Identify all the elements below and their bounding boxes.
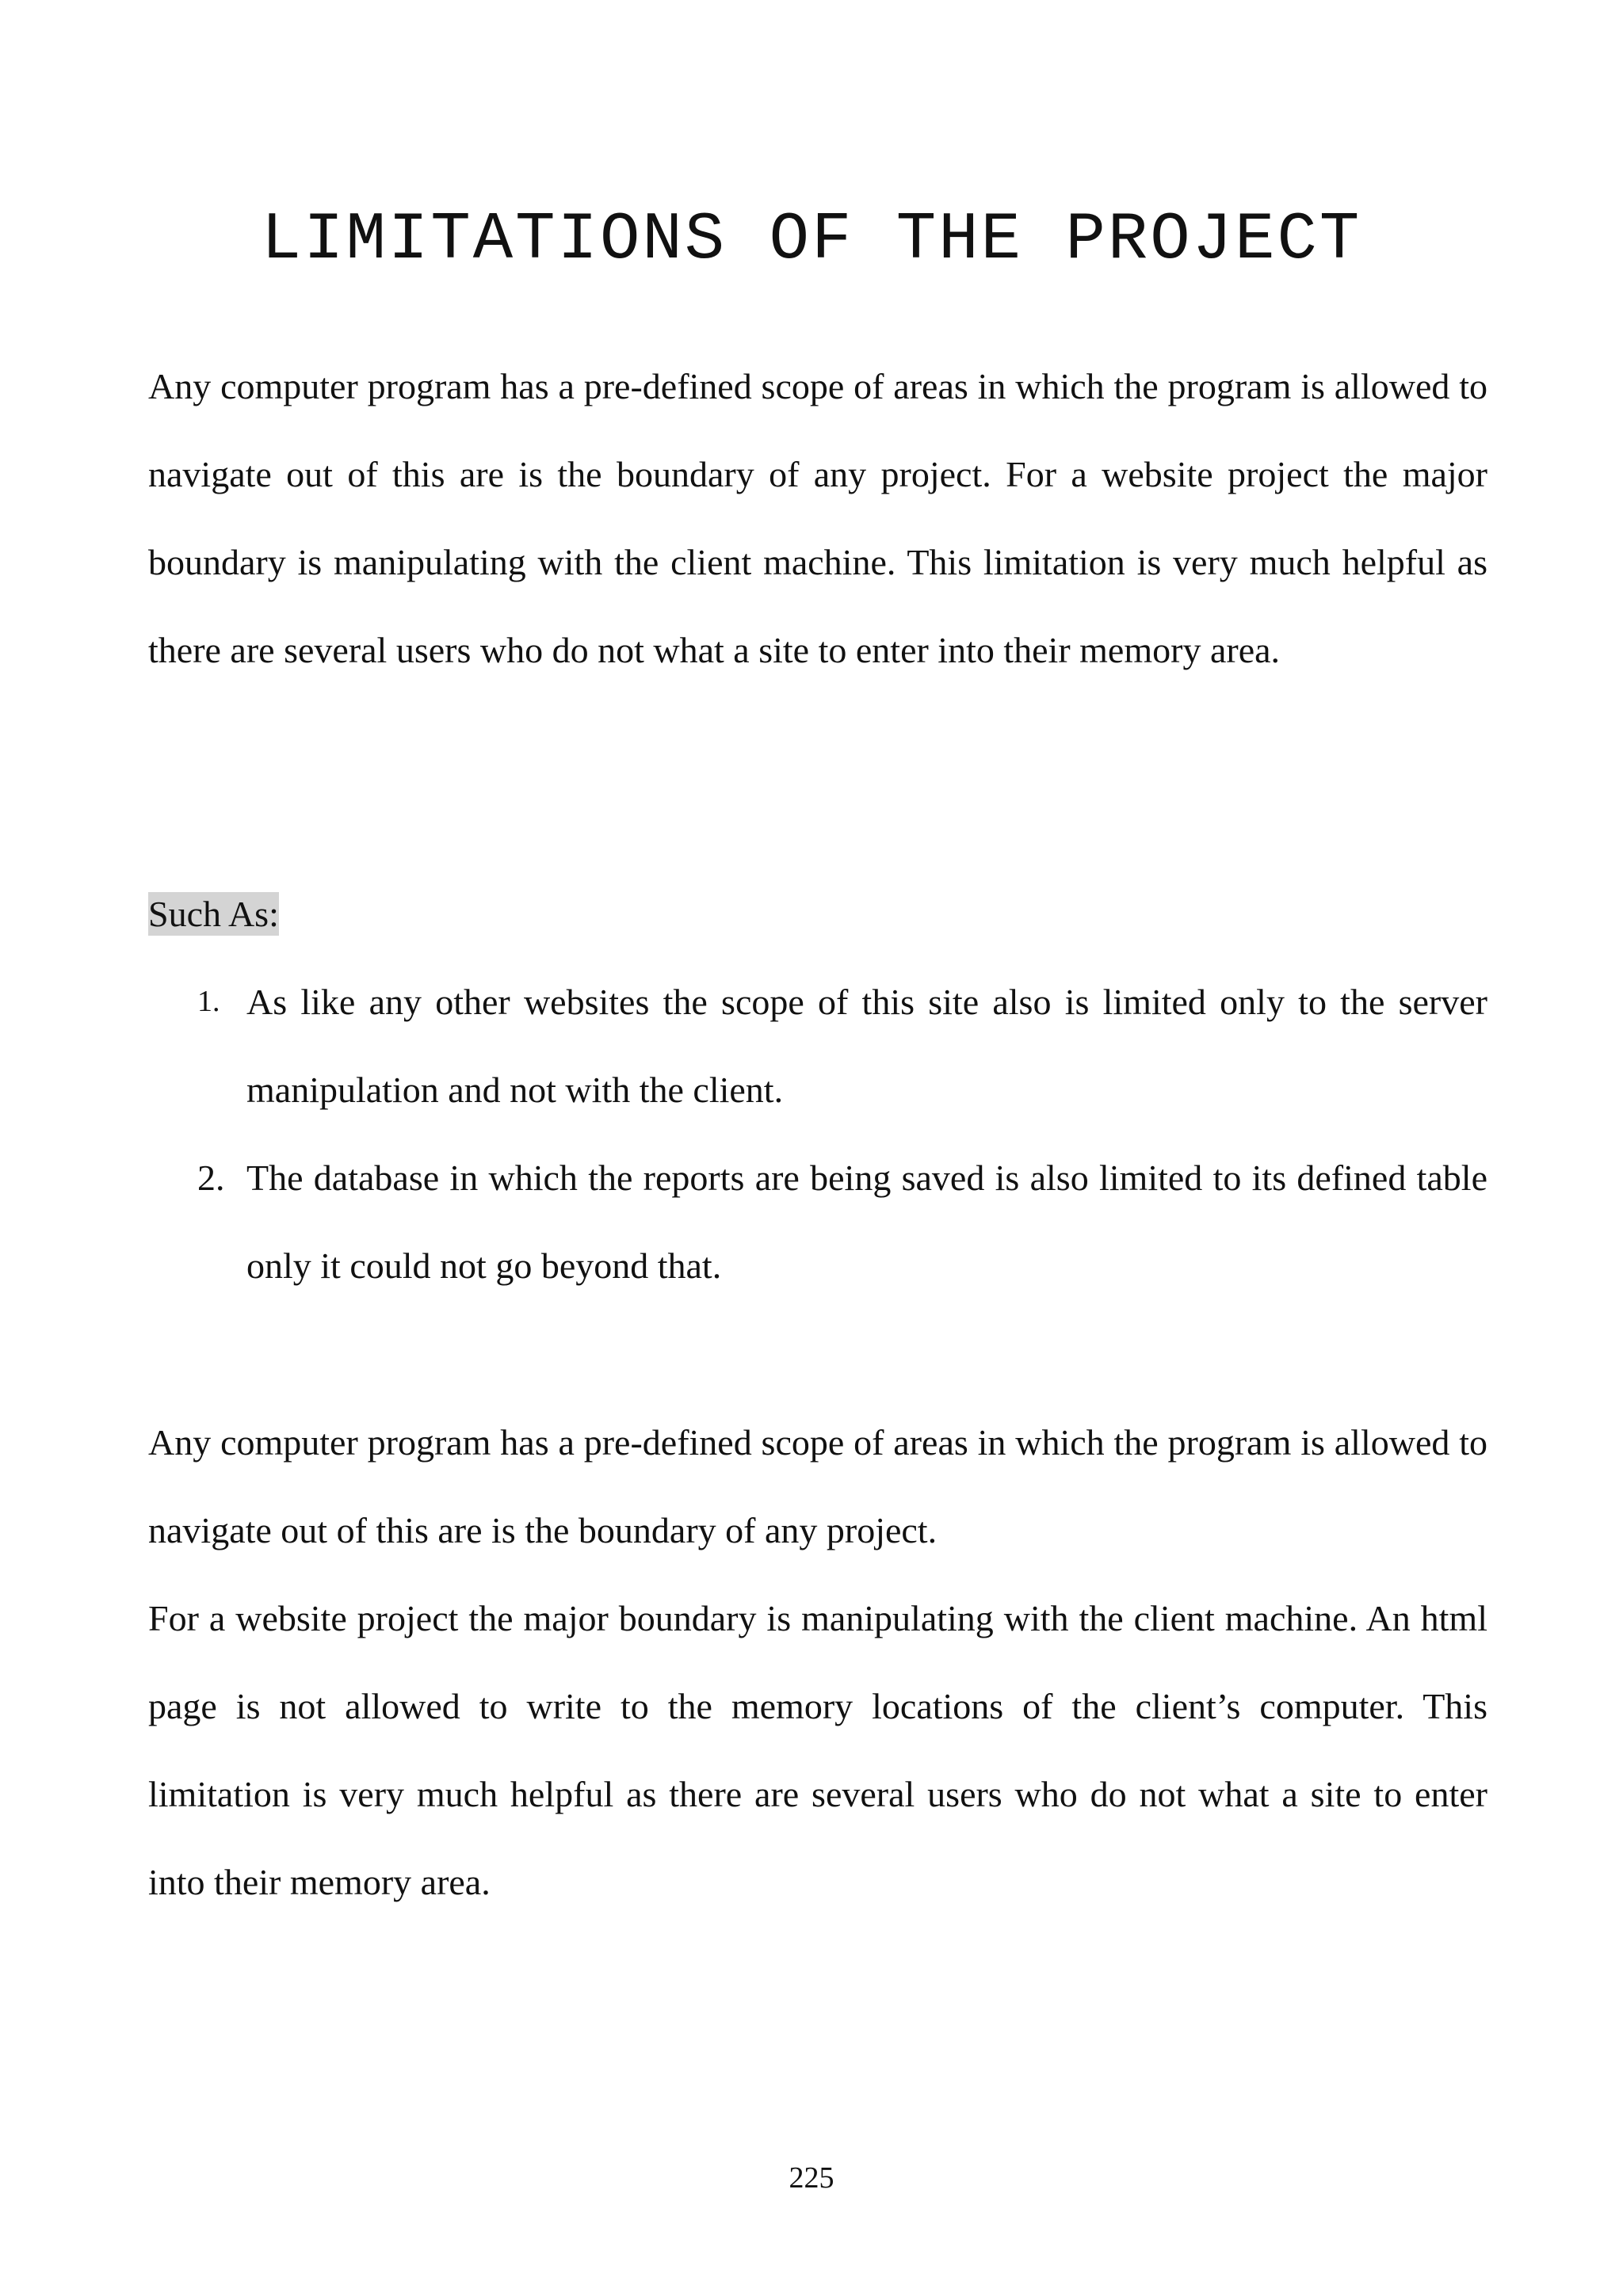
second-paragraph: Any computer program has a pre-defined scope of areas in which the program is allowed to navigate out of this are is the boundary of any project. (148, 1422, 1487, 1550)
list-item (148, 1134, 1487, 1310)
such-as-label: Such As: (148, 894, 279, 934)
limitations-list (148, 958, 1487, 1310)
page-title: LIMITATIONS OF THE PROJECT (261, 203, 1362, 278)
list-item-number: 1. (197, 985, 220, 1018)
third-paragraph: For a website project the major boundary is manipulating with the client machine. An html page is not allowed to write to the memory locations of the client’s computer. This limitation is very much helpful as there are several users who do not what a site to enter into their memory area. (148, 1598, 1487, 1902)
such-as-heading (148, 870, 279, 958)
list-item (148, 958, 1487, 1134)
list-item-text: As like any other websites the scope of this site also is limited only to the server manipulation and not with the client. (246, 982, 1487, 1110)
intro-paragraph: Any computer program has a pre-defined scope of areas in which the program is allowed to navigate out of this are is the boundary of any project. For a website project the major boundary is manipulating with the client machine. This limitation is very much helpful as there are several users who do not what a site to enter into their memory area. (148, 366, 1487, 670)
list-item-number: 2. (197, 1158, 225, 1198)
list-item-text: The database in which the reports are being saved is also limited to its defined table only it could not go beyond that. (246, 1158, 1487, 1286)
page-number: 225 (789, 2161, 834, 2195)
